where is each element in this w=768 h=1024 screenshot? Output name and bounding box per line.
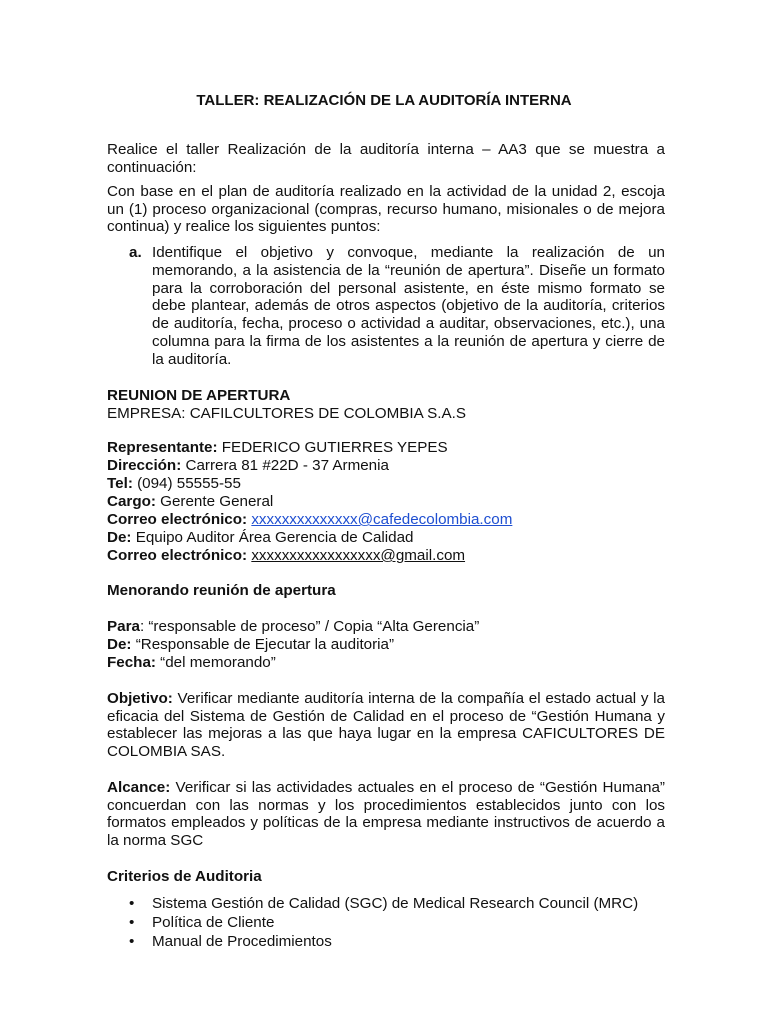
alcance-label: Alcance: bbox=[107, 779, 171, 796]
list-item bbox=[107, 933, 638, 952]
list-marker-a: a. bbox=[129, 244, 142, 261]
objetivo-paragraph bbox=[107, 690, 665, 761]
memo-de-value: “Responsable de Ejecutar la auditoria” bbox=[131, 636, 395, 653]
correo-1-label: Correo electrónico: bbox=[107, 511, 248, 528]
de-label: De: bbox=[107, 529, 132, 546]
representante-label: Representante: bbox=[107, 439, 218, 456]
alcance-text: Verificar si las actividades actuales en el proceso de “Gestión Humana” concuerdan con las normas y los procedimientos establecidos junto con los formatos empleados y políticas de la empresa mediante instructivos de acuerdo a la norma SGC bbox=[107, 779, 665, 850]
de-value: Equipo Auditor Área Gerencia de Calidad bbox=[131, 529, 414, 546]
intro-paragraph-1 bbox=[107, 141, 665, 176]
criterio-text: Sistema Gestión de Calidad (SGC) de Medical Research Council (MRC) bbox=[152, 895, 639, 912]
memo-para-line bbox=[107, 618, 479, 636]
criterio-text: Manual de Procedimientos bbox=[152, 932, 332, 950]
tel-label: Tel: bbox=[107, 475, 133, 492]
tel-value: (094) 55555-55 bbox=[132, 475, 241, 492]
empresa-line: EMPRESA: CAFILCULTORES DE COLOMBIA S.A.S bbox=[107, 405, 466, 422]
intro-paragraph-1-text: Realice el taller Realización de la auditoría interna – AA3 que se muestra a continuación: bbox=[107, 141, 665, 176]
representante-line bbox=[107, 439, 448, 457]
criterios-heading: Criterios de Auditoria bbox=[107, 868, 262, 885]
direccion-value: Carrera 81 #22D - 37 Armenia bbox=[181, 457, 389, 474]
intro-paragraph-2-text: Con base en el plan de auditoría realizado en la actividad de la unidad 2, escoja un (1) proceso organizacional (compras, recurso humano, misionales o de mejora continua) y realice los siguientes puntos: bbox=[107, 183, 665, 236]
memo-fecha-line bbox=[107, 654, 276, 672]
alcance-paragraph bbox=[107, 779, 665, 850]
memo-de-label: De: bbox=[107, 636, 132, 653]
objetivo-label: Objetivo: bbox=[107, 690, 173, 707]
cargo-value: Gerente General bbox=[155, 493, 274, 510]
criterio-text: Política de Cliente bbox=[152, 913, 275, 931]
direccion-line bbox=[107, 457, 389, 475]
representante-value: FEDERICO GUTIERRES YEPES bbox=[217, 439, 448, 456]
list-item-a bbox=[107, 244, 665, 369]
correo-1-line bbox=[107, 511, 512, 529]
de-line bbox=[107, 529, 413, 547]
bullet-icon: • bbox=[129, 913, 135, 931]
bullet-icon: • bbox=[129, 895, 135, 912]
correo-2-value: xxxxxxxxxxxxxxxxx@gmail.com bbox=[251, 547, 466, 564]
bullet-icon: • bbox=[129, 932, 135, 950]
intro-paragraph-2 bbox=[107, 183, 665, 236]
criterios-list bbox=[107, 895, 638, 951]
memo-heading: Menorando reunión de apertura bbox=[107, 582, 336, 599]
correo-2-line bbox=[107, 547, 465, 565]
memo-fecha-value: “del memorando” bbox=[155, 654, 276, 671]
correo-2-label: Correo electrónico: bbox=[107, 547, 248, 564]
list-item-a-text: Identifique el objetivo y convoque, mediante la realización de un memorando, a la asistencia de la “reunión de apertura”. Diseñe un formato para la corroboración del personal asistente, en éste mismo formato se debe plantear, además de otros aspectos (objetivo de la auditoría, criterios de auditoría, fecha, proceso o actividad a auditar, observaciones, etc.), una columna para la firma de los asistentes a la reunión de apertura y cierre de la auditoría. bbox=[152, 244, 665, 368]
correo-1-link[interactable]: xxxxxxxxxxxxxx@cafedecolombia.com bbox=[251, 511, 513, 528]
direccion-label: Dirección: bbox=[107, 457, 182, 474]
memo-para-value: : “responsable de proceso” / Copia “Alta Gerencia” bbox=[139, 618, 480, 635]
cargo-label: Cargo: bbox=[107, 493, 156, 510]
memo-de-line bbox=[107, 636, 394, 654]
cargo-line bbox=[107, 493, 273, 511]
memo-para-label: Para bbox=[107, 618, 140, 635]
reunion-heading: REUNION DE APERTURA bbox=[107, 387, 291, 404]
objetivo-text: Verificar mediante auditoría interna de la compañía el estado actual y la eficacia del Sistema de Gestión de Calidad en el proceso de “Gestión Humana y establecer las mejoras a las que haya lugar en la empresa CAFICULTORES DE COLOMBIA SAS. bbox=[107, 690, 665, 761]
list-item bbox=[107, 914, 638, 933]
memo-fecha-label: Fecha: bbox=[107, 654, 156, 671]
document-title: TALLER: REALIZACIÓN DE LA AUDITORÍA INTERNA bbox=[196, 92, 572, 109]
list-item bbox=[107, 895, 638, 914]
tel-line bbox=[107, 475, 241, 493]
